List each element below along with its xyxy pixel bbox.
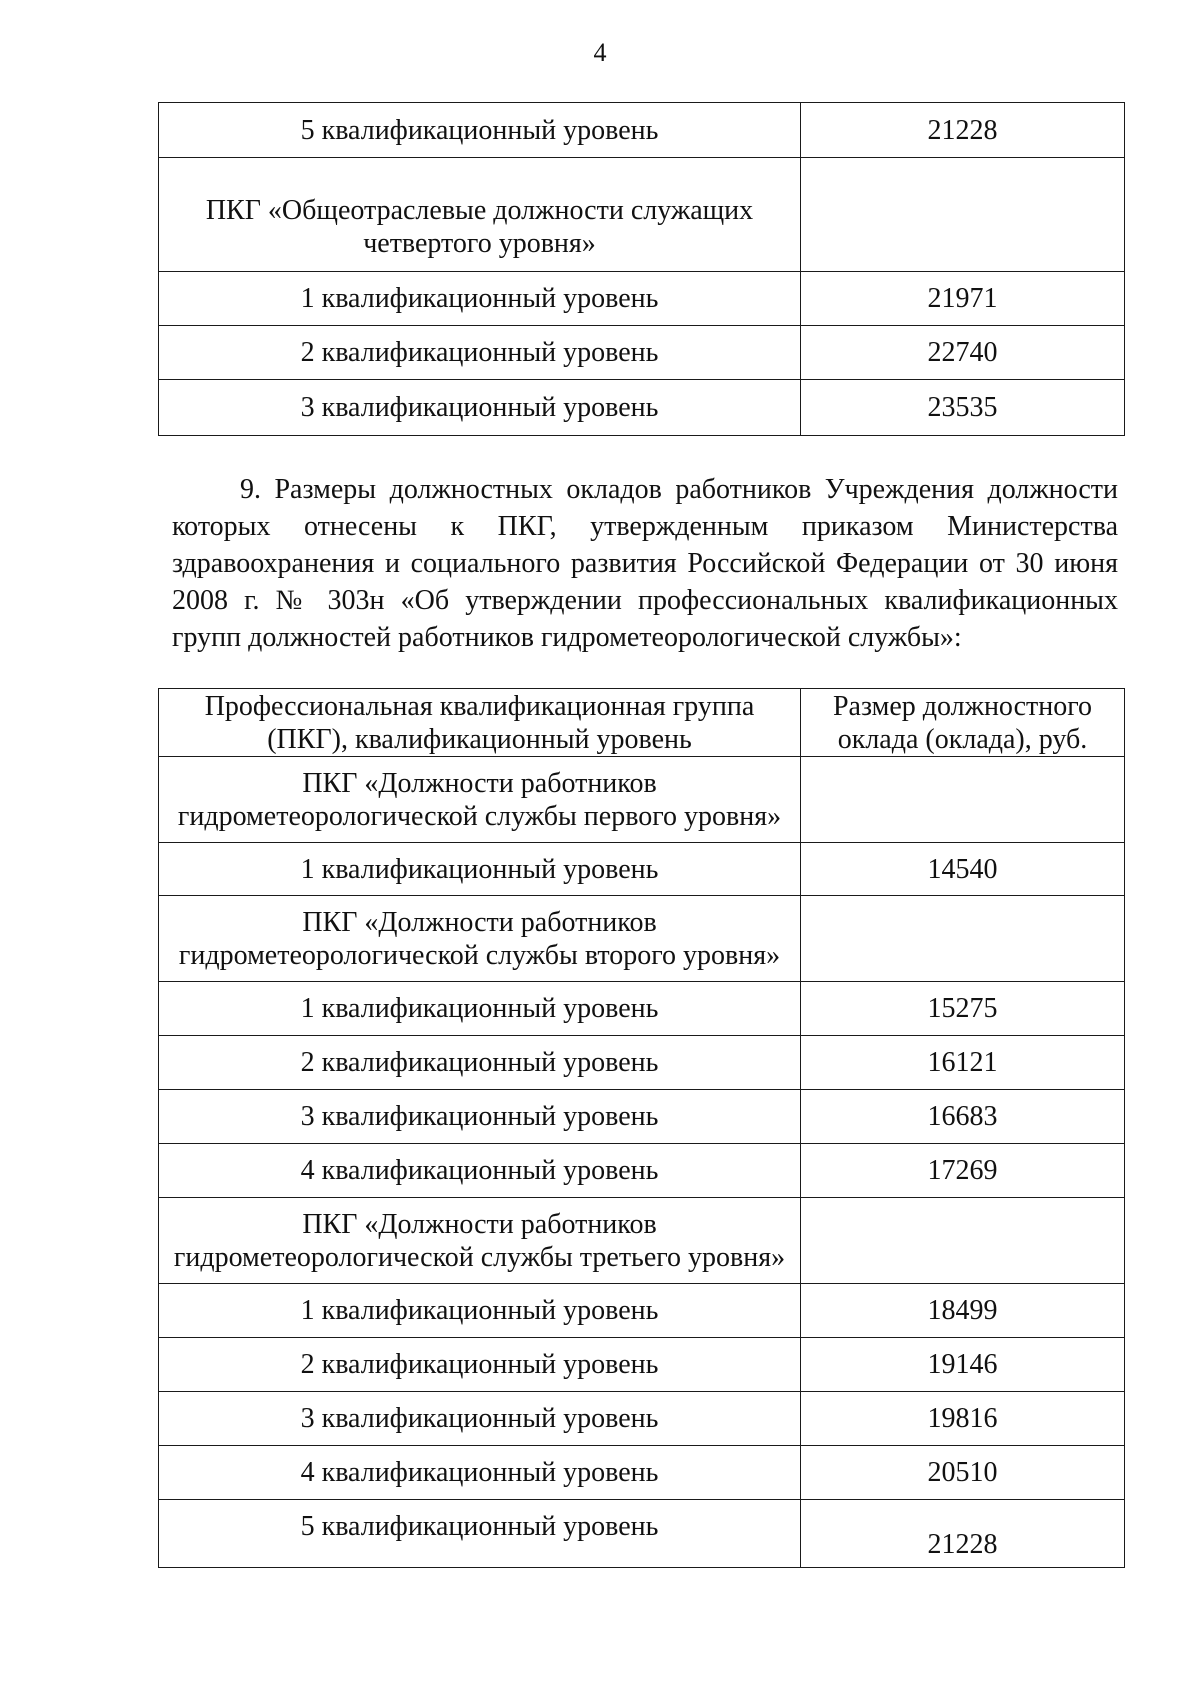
salary-value-empty <box>801 757 1125 843</box>
salary-value: 19146 <box>801 1338 1125 1392</box>
salary-table-hydromet <box>158 688 1125 1568</box>
level-label: 3 квалификационный уровень <box>159 380 801 436</box>
group-label: ПКГ «Должности работников гидрометеорологической службы третьего уровня» <box>159 1198 801 1284</box>
salary-value: 14540 <box>801 843 1125 896</box>
level-label: 2 квалификационный уровень <box>159 1036 801 1090</box>
salary-value: 18499 <box>801 1284 1125 1338</box>
level-label: 1 квалификационный уровень <box>159 843 801 896</box>
table-row <box>159 1500 1125 1568</box>
table-row <box>159 1446 1125 1500</box>
table-header-row <box>159 689 1125 757</box>
paragraph-9: 9. Размеры должностных окладов работников Учреждения должности которых отнесены к ПКГ, утвержденным приказом Министерства здравоохранения и социального развития Российской Федерации от 30 июня 2008 г. № 303н «Об утверждении профессиональных квалификационных групп должностей работников гидрометеорологической службы»: <box>172 474 1118 653</box>
salary-value: 19816 <box>801 1392 1125 1446</box>
level-label: 4 квалификационный уровень <box>159 1144 801 1198</box>
level-label: 3 квалификационный уровень <box>159 1392 801 1446</box>
table-row <box>159 1090 1125 1144</box>
table-row <box>159 1392 1125 1446</box>
table-row <box>159 1338 1125 1392</box>
salary-value: 23535 <box>801 380 1125 436</box>
table-row-group <box>159 757 1125 843</box>
level-label: 4 квалификационный уровень <box>159 1446 801 1500</box>
header-salary: Размер должностного оклада (оклада), руб. <box>801 689 1125 757</box>
level-label: 1 квалификационный уровень <box>159 272 801 326</box>
salary-value: 20510 <box>801 1446 1125 1500</box>
group-label: ПКГ «Должности работников гидрометеорологической службы второго уровня» <box>159 896 801 982</box>
salary-value: 15275 <box>801 982 1125 1036</box>
table-row <box>159 1036 1125 1090</box>
level-label: 2 квалификационный уровень <box>159 326 801 380</box>
table-row-group <box>159 1198 1125 1284</box>
salary-value: 16121 <box>801 1036 1125 1090</box>
salary-value: 21228 <box>801 1500 1125 1568</box>
table-row <box>159 843 1125 896</box>
table-row <box>159 380 1125 436</box>
salary-value: 17269 <box>801 1144 1125 1198</box>
group-label-text: ПКГ «Общеотраслевые должности служащих четвертого уровня» <box>205 194 754 259</box>
salary-value: 21228 <box>801 103 1125 158</box>
salary-value-empty <box>801 896 1125 982</box>
page-number: 4 <box>593 38 607 67</box>
salary-value-empty <box>801 1198 1125 1284</box>
table-row-group <box>159 158 1125 272</box>
table-row <box>159 272 1125 326</box>
level-label: 1 квалификационный уровень <box>159 1284 801 1338</box>
table-row <box>159 982 1125 1036</box>
salary-value: 22740 <box>801 326 1125 380</box>
level-label: 5 квалификационный уровень <box>159 103 801 158</box>
group-label <box>159 158 801 272</box>
level-label: 2 квалификационный уровень <box>159 1338 801 1392</box>
level-label: 5 квалификационный уровень <box>159 1500 801 1568</box>
table-row <box>159 103 1125 158</box>
group-label: ПКГ «Должности работников гидрометеорологической службы первого уровня» <box>159 757 801 843</box>
table-row <box>159 1284 1125 1338</box>
table-row-group <box>159 896 1125 982</box>
salary-table-continued <box>158 102 1125 436</box>
level-label: 3 квалификационный уровень <box>159 1090 801 1144</box>
salary-value-empty <box>801 158 1125 272</box>
level-label: 1 квалификационный уровень <box>159 982 801 1036</box>
table-row <box>159 1144 1125 1198</box>
table-row <box>159 326 1125 380</box>
salary-value: 16683 <box>801 1090 1125 1144</box>
salary-value: 21971 <box>801 272 1125 326</box>
header-group-level: Профессиональная квалификационная группа (ПКГ), квалификационный уровень <box>159 689 801 757</box>
